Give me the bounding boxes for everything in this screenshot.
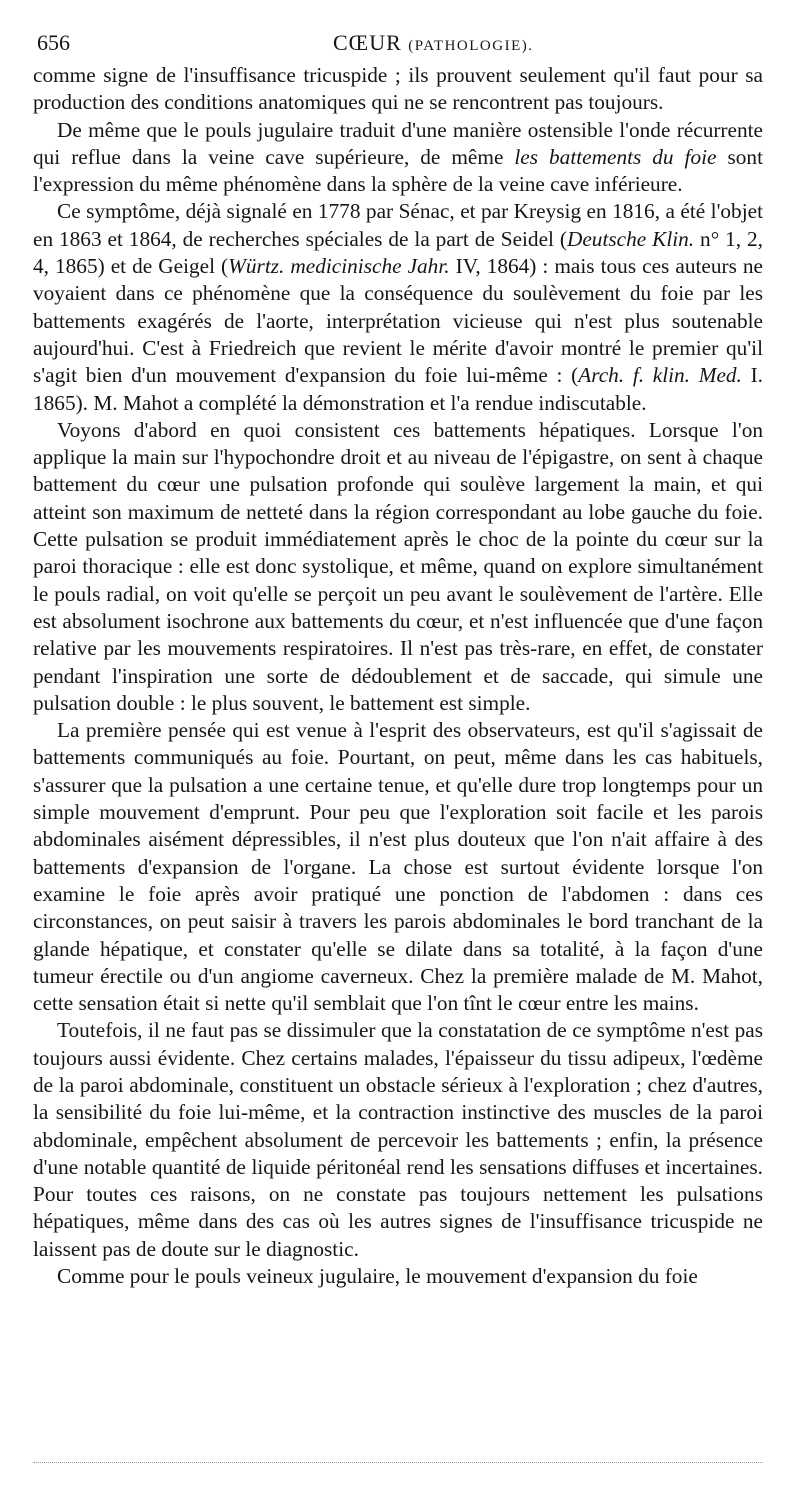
running-title-main: CŒUR <box>333 30 402 55</box>
italic-text: Arch. f. klin. Med. <box>578 363 742 388</box>
page-header <box>33 30 763 60</box>
running-title <box>333 30 534 56</box>
italic-text: Deutsche Klin. <box>566 226 695 251</box>
paragraph-text: sont l'expression du même phénomène dans la sphère de la veine cave inférieure. <box>33 144 763 197</box>
paragraph <box>33 417 763 717</box>
paragraph-text: IV, 1864) : mais tous ces auteurs ne voyaient dans ce phénomène que la conséquence du soulèvement du foie par les battements exagérés de l'aorte, interprétation vicieuse qui n'est plus soutenable aujourd'hui. C'est à Friedreich que revient le mérite d'avoir montré le premier qu'il s'agit bien d'un mouvement d'expansion du foie lui-même : ( <box>33 254 763 388</box>
paragraph <box>33 1017 763 1263</box>
italic-text: les battements du foie <box>514 144 717 169</box>
paragraph-text: comme signe de l'insuffisance tricuspide ; ils prouvent seulement qu'il faut pour sa production des conditions anatomiques qui ne se rencontrent pas toujours. <box>33 63 763 115</box>
paragraph-text: De même que le pouls jugulaire traduit d'une manière ostensible l'onde récurrente qui reflue dans la veine cave supérieure, de même <box>33 117 763 169</box>
paragraph <box>33 1263 763 1290</box>
page-body <box>33 62 763 1290</box>
paragraph <box>33 717 763 1017</box>
italic-text: Würtz. medicinische Jahr. <box>228 254 450 279</box>
paragraph <box>33 198 763 416</box>
paragraph-text: Voyons d'abord en quoi consistent ces battements hépatiques. Lorsque l'on applique la main sur l'hypochondre droit et au niveau de l'épigastre, on sent à chaque battement du cœur une pulsation profonde qui soulève largement la main, et qui atteint son maximum de netteté dans la région correspondant au lobe gauche du foie. Cette pulsation se produit immédiatement après le choc de la pointe du cœur sur la paroi thoracique : elle est donc systolique, et même, quand on explore simultanément le pouls radial, on voit qu'elle se perçoit un peu avant le soulèvement de l'artère. Elle est absolument isochrone aux battements du cœur, et n'est influencée que d'une façon relative par les mouvements respiratoires. Il n'est pas très-rare, en effet, de constater pendant l'inspiration une sorte de dédoublement et de saccade, qui simule une pulsation double : le plus souvent, le battement est simple. <box>33 417 763 715</box>
paragraph-text: Toutefois, il ne faut pas se dissimuler que la constatation de ce symptôme n'est pas toujours aussi évidente. Chez certains malades, l'épaisseur du tissu adipeux, l'œdème de la paroi abdominale, constituent un obstacle sérieux à l'exploration ; chez d'autres, la sensibilité du foie lui-même, et la contraction instinctive des muscles de la paroi abdominale, empêchent absolument de percevoir les battements ; enfin, la présence d'une notable quantité de liquide péritonéal rend les sensations diffuses et incertaines. Pour toutes ces raisons, on ne constate pas toujours nettement les pulsations hépatiques, même dans des cas où les autres signes de l'insuffisance tricuspide ne laissent pas de doute sur le diagnostic. <box>33 1018 763 1261</box>
paragraph-text: I. 1865). M. Mahot a complété la démonstration et l'a rendue indiscutable. <box>33 363 763 415</box>
paragraph-text: La première pensée qui est venue à l'esprit des observateurs, est qu'il s'agissait de battements communiqués au foie. Pourtant, on peut, même dans les cas habituels, s'assurer que la pulsation a une certaine tenue, et qu'elle dure trop longtemps pour un simple mouvement d'emprunt. Pour peu que l'exploration soit facile et les parois abdominales aisément dépressibles, il n'est plus douteux que l'on n'ait affaire à des battements d'expansion de l'organe. La chose est surtout évidente lorsque l'on examine le foie après avoir pratiqué une ponction de l'abdomen : dans ces circonstances, on peut saisir à travers les parois abdominales le bord tranchant de la glande hépatique, et constater qu'elle se dilate dans sa totalité, à la façon d'une tumeur érectile ou d'un angiome caverneux. Chez la première malade de M. Mahot, cette sensation était si nette qu'il semblait que l'on tînt le cœur entre les mains. <box>33 718 763 1016</box>
running-title-subtitle: (PATHOLOGIE). <box>408 38 534 54</box>
paragraph <box>33 117 763 199</box>
footer-rule <box>33 1462 763 1463</box>
paragraph-text: n° 1, 2, 4, 1865) et de Geigel ( <box>33 226 763 279</box>
paragraph-text: Comme pour le pouls veineux jugulaire, le mouvement d'expansion du foie <box>57 1264 698 1289</box>
paragraph-text: Ce symptôme, déjà signalé en 1778 par Sénac, et par Kreysig en 1816, a été l'objet en 1863 et 1864, de recherches spéciales de la part de Seidel ( <box>33 199 763 251</box>
page-number: 656 <box>37 30 70 55</box>
paragraph <box>33 62 763 117</box>
